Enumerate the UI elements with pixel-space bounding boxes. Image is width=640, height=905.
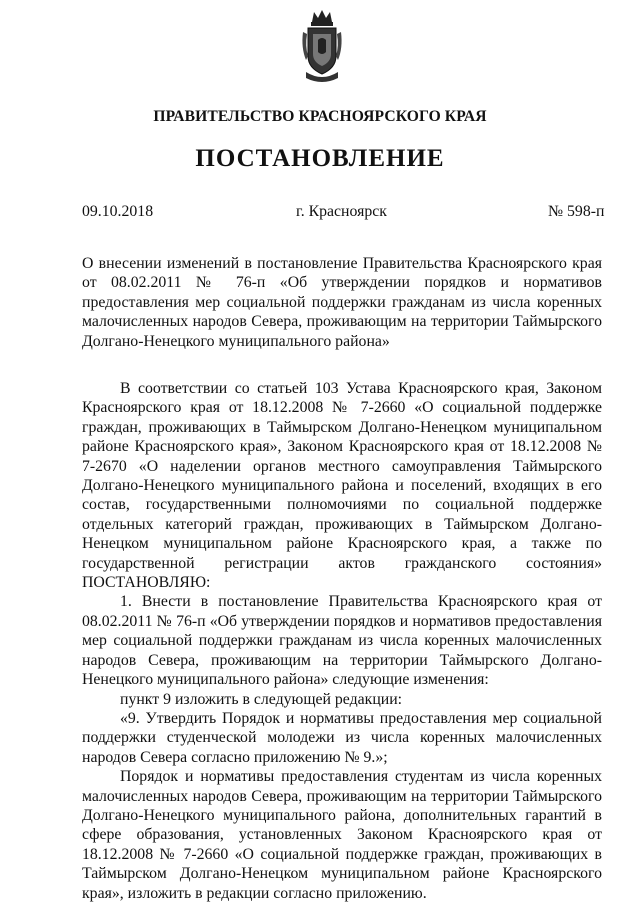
document-number: № 598-п <box>548 203 605 220</box>
krasnoyarsk-coat-of-arms-icon <box>300 8 344 86</box>
point-9-intro: пункт 9 изложить в следующей редакции: <box>120 690 403 708</box>
item-1-paragraph: 1. Внести в постановление Правительства Красноярского края от 08.02.2011 № 76-п «Об утверждении порядков и нормативов предоставления мер социальной поддержки гражданам из числа коренных малочисленных народов Севера, проживающим на территории Таймырского Долгано-Ненецкого муниципального района» следующие изменения: <box>82 593 602 689</box>
document-type-title: ПОСТАНОВЛЕНИЕ <box>195 145 445 172</box>
document-city: г. Красноярск <box>296 203 387 220</box>
document-date: 09.10.2018 <box>82 203 154 220</box>
document-body <box>82 379 602 903</box>
point-9-text: «9. Утвердить Порядок и нормативы предоставления мер социальной поддержки студенческой молодежи из числа коренных малочисленных народов Севера согласно приложению № 9.»; <box>82 709 602 766</box>
document-subject: О внесении изменений в постановление Правительства Красноярского края от 08.02.2011 № 76-п «Об утверждении порядков и нормативов предоставления мер социальной поддержки гражданам из числа коренных малочисленных народов Севера, проживающим на территории Таймырского Долгано-Ненецкого муниципального района» <box>82 255 602 350</box>
preamble-paragraph: В соответствии со статьей 103 Устава Красноярского края, Законом Красноярского края от 18.12.2008 № 7-2660 «О социальной поддержке граждан, проживающих в Таймырском Долгано-Ненецком муниципальном районе Красноярского края», Законом Красноярского края от 18.12.2008 № 7-2670 «О наделении органов местного самоуправления Таймырского Долгано-Ненецкого муниципального района и поселений, входящих в его состав, государственными полномочиями по социальной поддержке отдельных категорий граждан, проживающих в Таймырском Долгано-Ненецком муниципальном районе Красноярского края, а также по государственной регистрации актов гражданского состояния» ПОСТАНОВЛЯЮ: <box>82 380 602 592</box>
closing-paragraph: Порядок и нормативы предоставления студентам из числа коренных малочисленных народов Севера, проживающим на территории Таймырского Долгано-Ненецкого муниципального района, дополнительных гарантий в сфере образования, установленных Законом Красноярского края от 18.12.2008 № 7-2660 «О социальной поддержке граждан, проживающих в Таймырском Долгано-Ненецком муниципальном районе Красноярского края», изложить в редакции согласно приложению. <box>82 768 602 902</box>
government-title: ПРАВИТЕЛЬСТВО КРАСНОЯРСКОГО КРАЯ <box>153 108 487 125</box>
